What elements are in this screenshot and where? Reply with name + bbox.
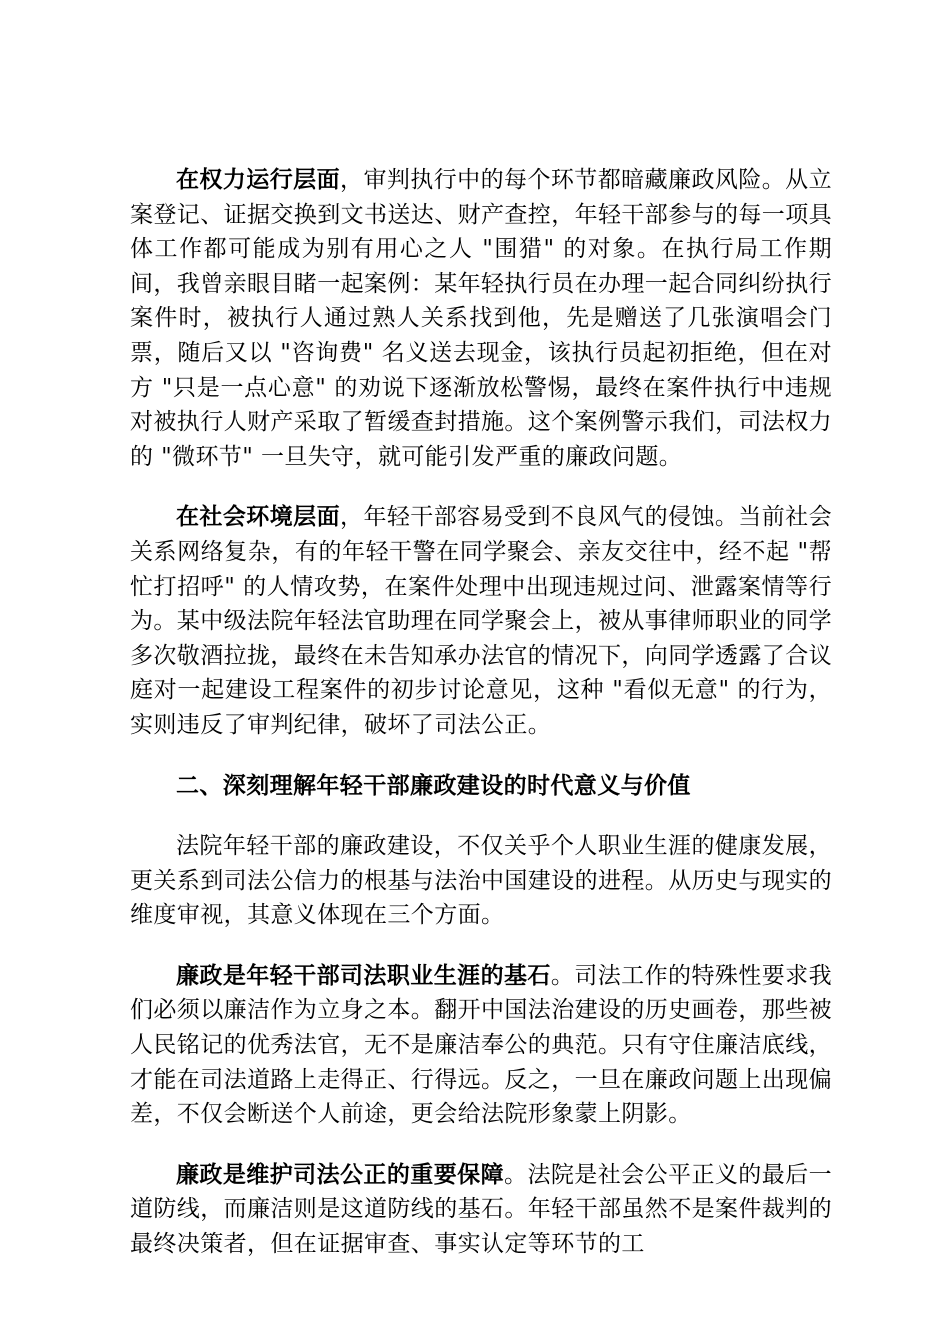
paragraph-integrity-foundation [130,959,832,1132]
paragraph-lead: 廉政是年轻干部司法职业生涯的基石 [176,962,551,989]
paragraph-lead: 廉政是维护司法公正的重要保障 [176,1161,505,1188]
paragraph-lead: 在权力运行层面 [176,167,341,193]
paragraph-body: ，年轻干部容易受到不良风气的侵蚀。当前社会关系网络复杂，有的年轻干警在同学聚会、亲友交往中，经不起 "帮忙打招呼" 的人情攻势，在案件处理中出现违规过问、泄露案情等行为。某中级法院年轻法官助理在同学聚会上，被从事律师职业的同学多次敬酒拉拢，最终在未告知承办法官的情况下，向同学透露了合议庭对一起建设工程案件的初步讨论意见，这种 "看似无意" 的行为，实则违反了审判纪律，破坏了司法公正。 [130,504,832,738]
paragraph-body: ，审判执行中的每个环节都暗藏廉政风险。从立案登记、证据交换到文书送达、财产查控，年轻干部参与的每一项具体工作都可能成为别有用心之人 "围猎" 的对象。在执行局工作期间，我曾亲眼目睹一起案例：某年轻执行员在办理一起合同纠纷执行案件时，被执行人通过熟人关系找到他，先是赠送了几张演唱会门票，随后又以 "咨询费" 名义送去现金，该执行员起初拒绝，但在对方 "只是一点心意" 的劝说下逐渐放松警惕，最终在案件执行中违规对被执行人财产采取了暂缓查封措施。这个案例警示我们，司法权力的 "微环节" 一旦失守，就可能引发严重的廉政问题。 [130,167,832,470]
paragraph-body: 。法院是社会公平正义的最后一道防线，而廉洁则是这道防线的基石。年轻干部虽然不是案件裁判的最终决策者，但在证据审查、事实认定等环节的工 [130,1161,832,1258]
paragraph-social-environment [130,500,832,742]
paragraph-power-operation [130,163,832,474]
paragraph-integrity-justice [130,1158,832,1262]
section-intro: 法院年轻干部的廉政建设，不仅关乎个人职业生涯的健康发展，更关系到司法公信力的根基与法治中国建设的进程。从历史与现实的维度审视，其意义体现在三个方面。 [130,833,832,929]
document-page [130,163,832,1288]
paragraph-body: 。司法工作的特殊性要求我们必须以廉洁作为立身之本。翻开中国法治建设的历史画卷，那些被人民铭记的优秀法官，无不是廉洁奉公的典范。只有守住廉洁底线，才能在司法道路上走得正、行得远。反之，一旦在廉政问题上出现偏差，不仅会断送个人前途，更会给法院形象蒙上阴影。 [130,962,832,1128]
section-heading: 二、深刻理解年轻干部廉政建设的时代意义与价值 [176,772,691,799]
paragraph-lead: 在社会环境层面 [176,504,341,531]
